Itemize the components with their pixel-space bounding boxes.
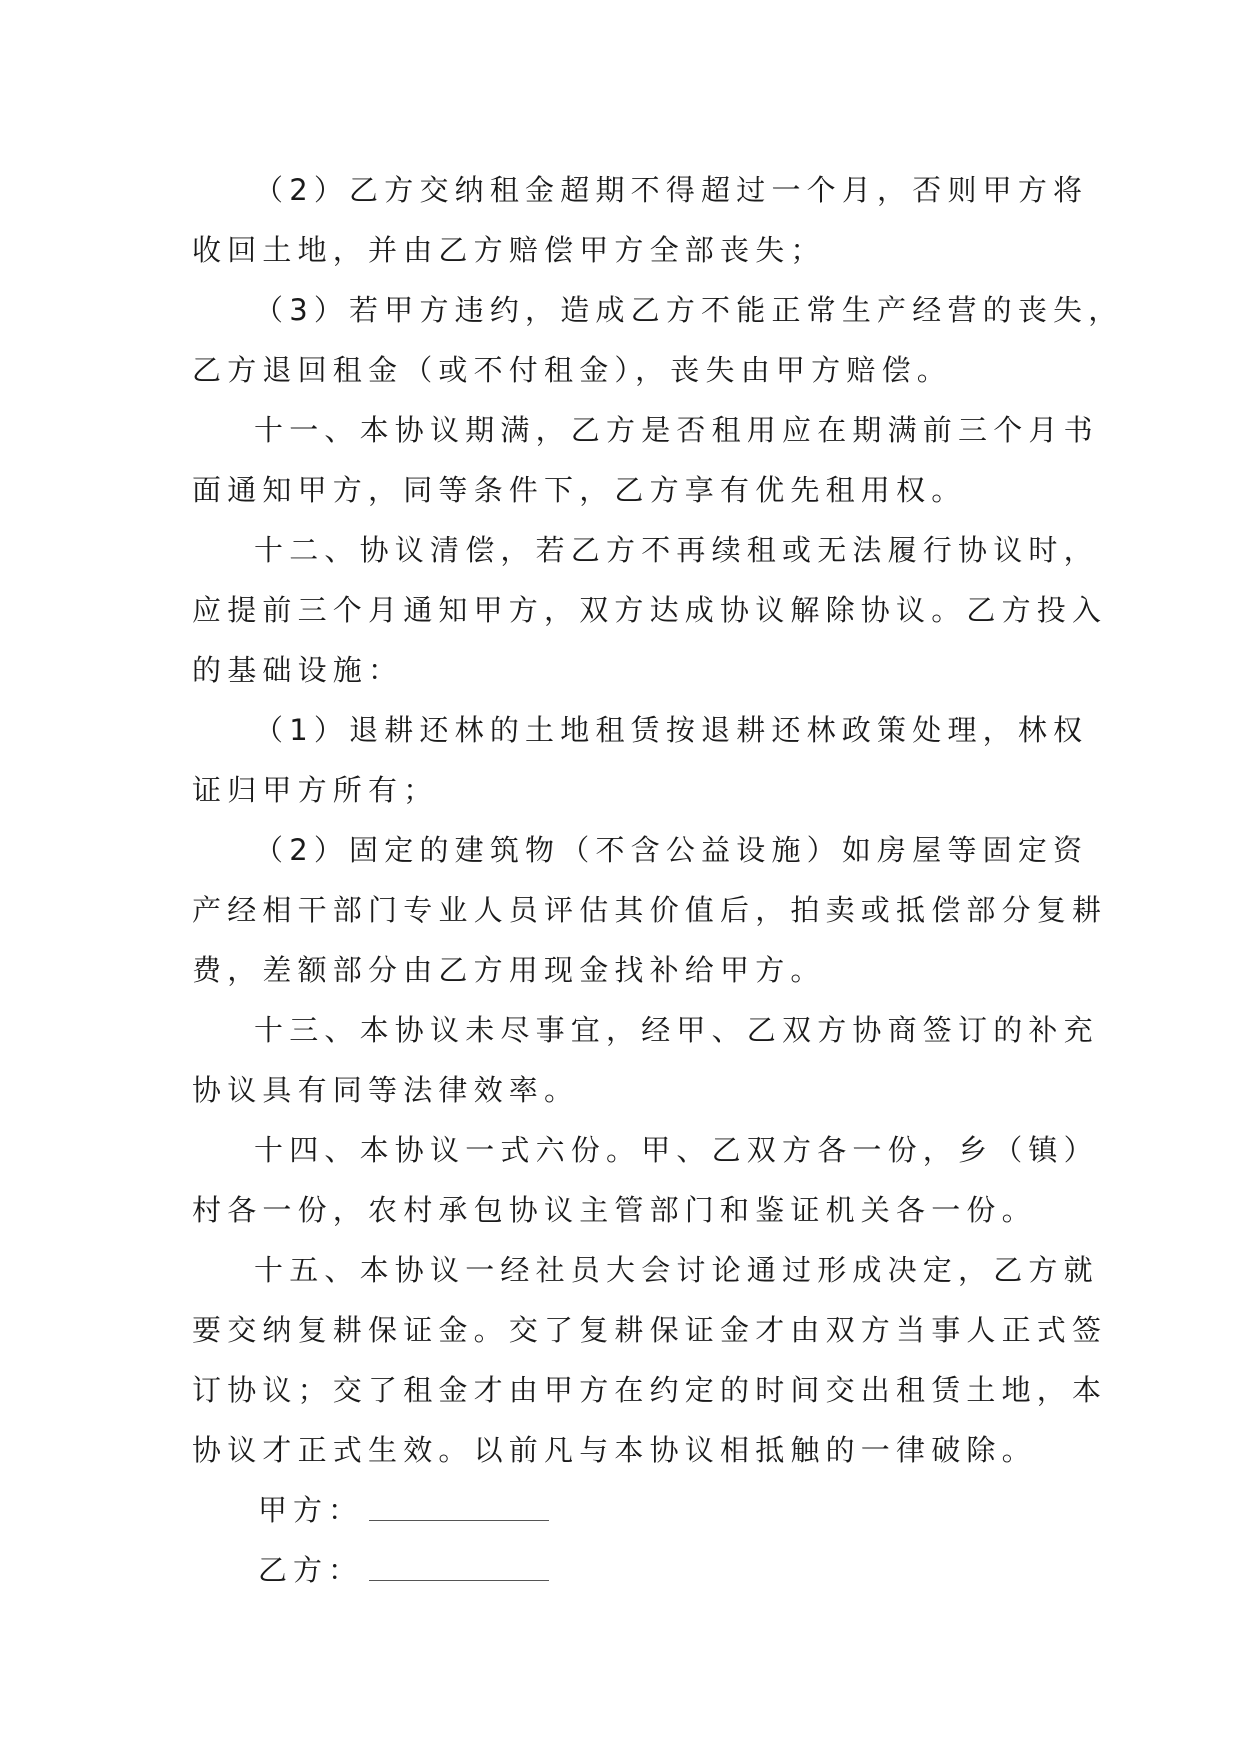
paragraph-line: 协议才正式生效。以前凡与本协议相抵触的一律破除。	[192, 1433, 1037, 1467]
paragraph-line: （2）固定的建筑物（不含公益设施）如房屋等固定资	[254, 833, 1089, 867]
paragraph-line: 十一、本协议期满，乙方是否租用应在期满前三个月书	[254, 413, 1099, 447]
document-page	[192, 160, 1124, 1600]
paragraph-line: 乙方退回租金（或不付租金），丧失由甲方赔偿。	[192, 353, 952, 387]
party-b-blank[interactable]	[369, 1579, 549, 1581]
paragraph-line: 收回土地，并由乙方赔偿甲方全部丧失；	[192, 233, 826, 267]
paragraph-line: （3）若甲方违约，造成乙方不能正常生产经营的丧失，	[254, 293, 1124, 327]
paragraph-line: 十二、协议清偿，若乙方不再续租或无法履行协议时，	[254, 533, 1099, 567]
paragraph-line: （2）乙方交纳租金超期不得超过一个月，否则甲方将	[254, 173, 1089, 207]
paragraph-line: 的基础设施：	[192, 653, 404, 687]
party-b-signature	[192, 1540, 1052, 1600]
party-a-blank[interactable]	[369, 1519, 549, 1521]
paragraph-line: 村各一份，农村承包协议主管部门和鉴证机关各一份。	[192, 1193, 1037, 1227]
paragraph-line: 面通知甲方，同等条件下，乙方享有优先租用权。	[192, 473, 967, 507]
paragraph-line: （1）退耕还林的土地租赁按退耕还林政策处理，林权	[254, 713, 1089, 747]
paragraph-line: 应提前三个月通知甲方，双方达成协议解除协议。乙方投入	[192, 593, 1108, 627]
party-b-label: 乙方：	[258, 1553, 364, 1587]
party-a-label: 甲方：	[258, 1493, 364, 1527]
party-a-signature	[192, 1480, 1052, 1540]
paragraph-line: 证归甲方所有；	[192, 773, 439, 807]
paragraph-line: 要交纳复耕保证金。交了复耕保证金才由双方当事人正式签	[192, 1313, 1108, 1347]
paragraph-line: 十五、本协议一经社员大会讨论通过形成决定，乙方就	[254, 1253, 1099, 1287]
paragraph-line: 订协议；交了租金才由甲方在约定的时间交出租赁土地，本	[192, 1373, 1108, 1407]
paragraph-line: 协议具有同等法律效率。	[192, 1073, 580, 1107]
paragraph-line: 费，差额部分由乙方用现金找补给甲方。	[192, 953, 826, 987]
paragraph-line: 十三、本协议未尽事宜，经甲、乙双方协商签订的补充	[254, 1013, 1099, 1047]
paragraph-line: 十四、本协议一式六份。甲、乙双方各一份，乡（镇）	[254, 1133, 1099, 1167]
paragraph-line: 产经相干部门专业人员评估其价值后，拍卖或抵偿部分复耕	[192, 893, 1108, 927]
